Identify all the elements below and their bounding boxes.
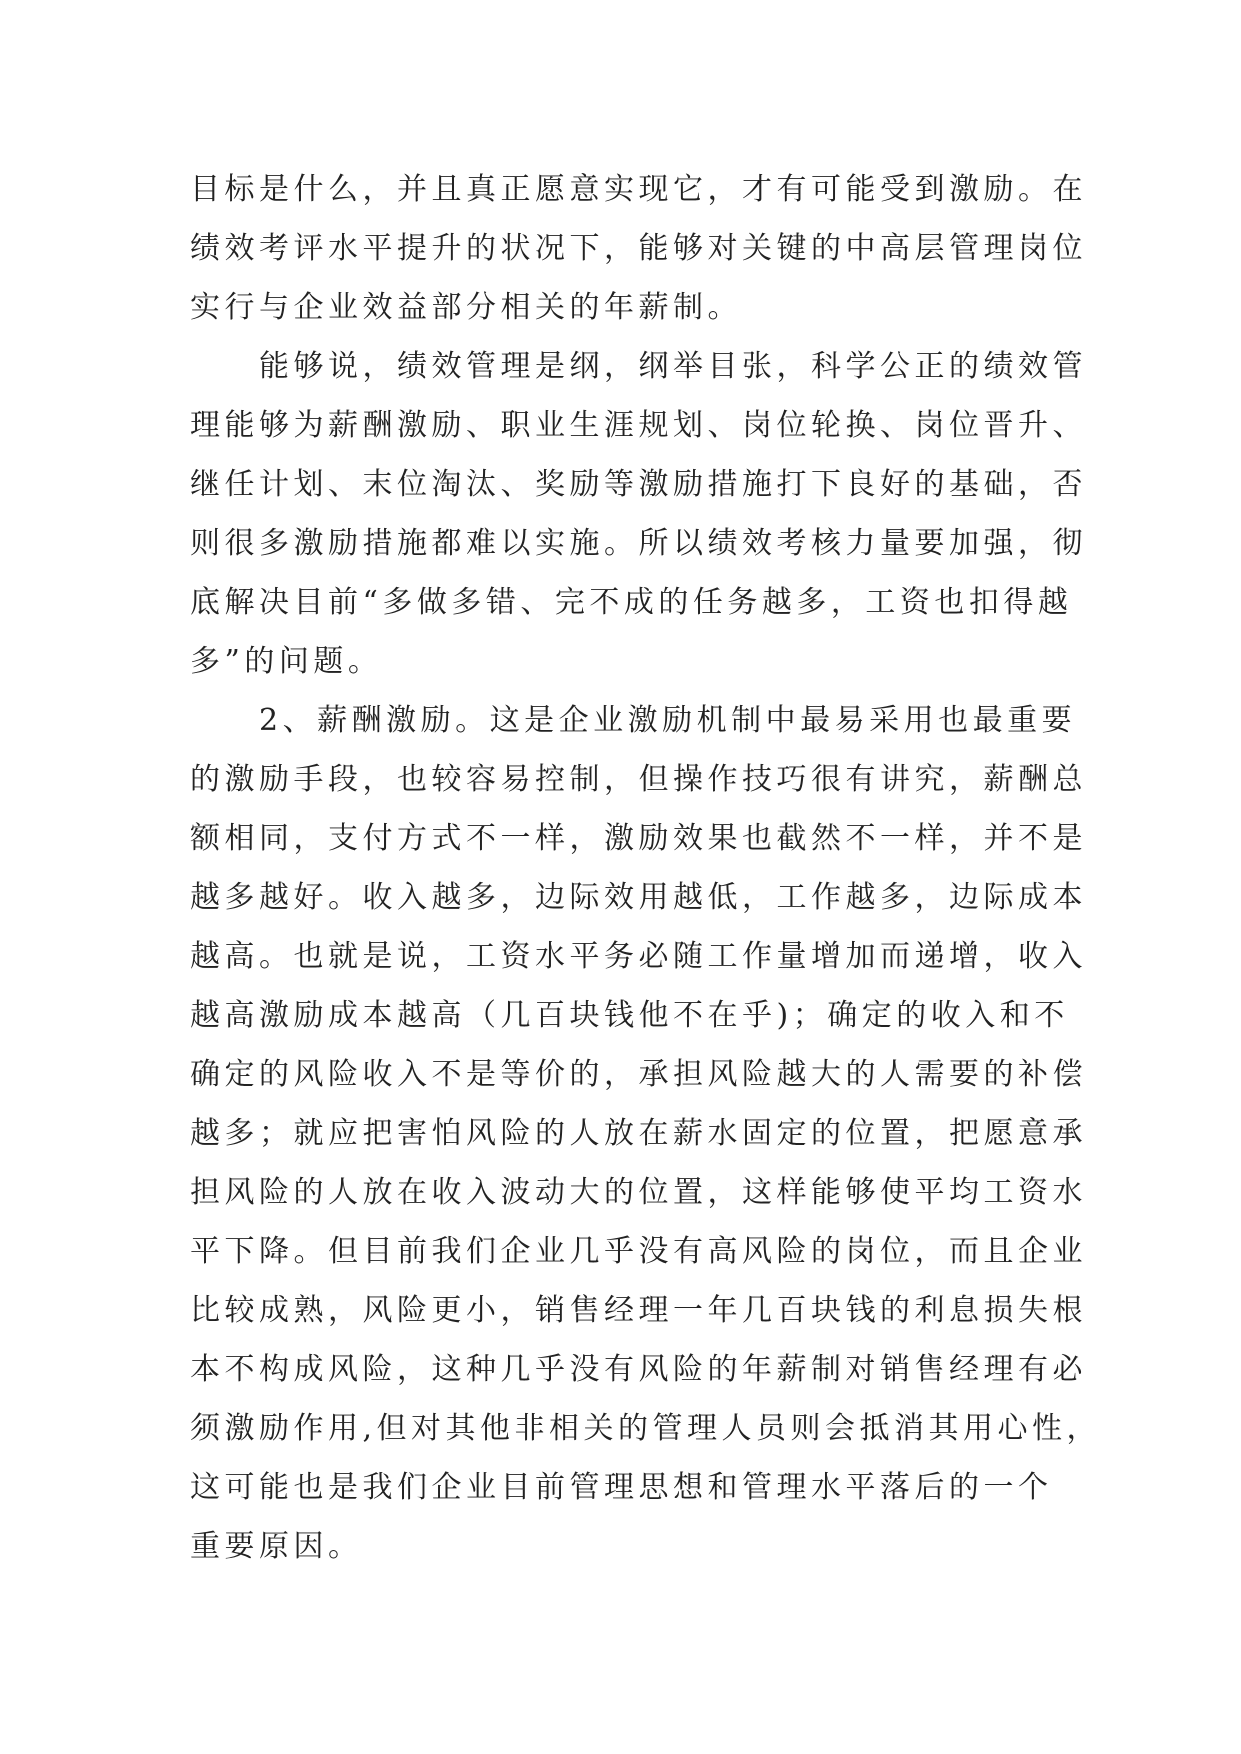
text-line: 越高。也就是说，工资水平务必随工作量增加而递增，收入 [190, 939, 1087, 974]
text-line: 须激励作用,但对其他非相关的管理人员则会抵消其用心性， [190, 1411, 1102, 1446]
text-line: 越多越好。收入越多，边际效用越低，工作越多，边际成本 [190, 880, 1087, 915]
text-line: 重要原因。 [190, 1529, 363, 1564]
text-line: 继任计划、末位淘汰、奖励等激励措施打下良好的基础，否 [190, 467, 1087, 502]
text-line: 底解决目前“多做多错、完不成的任务越多，工资也扣得越 [190, 585, 1073, 620]
text-line: 越多；就应把害怕风险的人放在薪水固定的位置，把愿意承 [190, 1116, 1087, 1151]
text-line: 比较成熟，风险更小，销售经理一年几百块钱的利息损失根 [190, 1293, 1087, 1328]
text-line: 平下降。但目前我们企业几乎没有高风险的岗位，而且企业 [190, 1234, 1087, 1269]
text-line: 多”的问题。 [190, 644, 383, 679]
text-line: 实行与企业效益部分相关的年薪制。 [190, 290, 742, 325]
text-line: 本不构成风险，这种几乎没有风险的年薪制对销售经理有必 [190, 1352, 1087, 1387]
text-line: 目标是什么，并且真正愿意实现它，才有可能受到激励。在 [190, 172, 1087, 207]
text-line: 额相同，支付方式不一样，激励效果也截然不一样，并不是 [190, 821, 1087, 856]
text-line: 能够说，绩效管理是纲，纲举目张，科学公正的绩效管 [190, 349, 1087, 384]
text-line: 越高激励成本越高（几百块钱他不在乎)；确定的收入和不 [190, 998, 1069, 1033]
text-line: 理能够为薪酬激励、职业生涯规划、岗位轮换、岗位晋升、 [190, 408, 1087, 443]
text-line: 则很多激励措施都难以实施。所以绩效考核力量要加强，彻 [190, 526, 1087, 561]
text-line: 绩效考评水平提升的状况下，能够对关键的中高层管理岗位 [190, 231, 1087, 266]
document-body [190, 160, 1102, 1576]
text-line: 担风险的人放在收入波动大的位置，这样能够使平均工资水 [190, 1175, 1087, 1210]
text-line: 这可能也是我们企业目前管理思想和管理水平落后的一个 [190, 1470, 1053, 1505]
text-line: 2、薪酬激励。这是企业激励机制中最易采用也最重要 [190, 703, 1077, 738]
text-line: 确定的风险收入不是等价的，承担风险越大的人需要的补偿 [190, 1057, 1087, 1092]
text-line: 的激励手段，也较容易控制，但操作技巧很有讲究，薪酬总 [190, 762, 1087, 797]
